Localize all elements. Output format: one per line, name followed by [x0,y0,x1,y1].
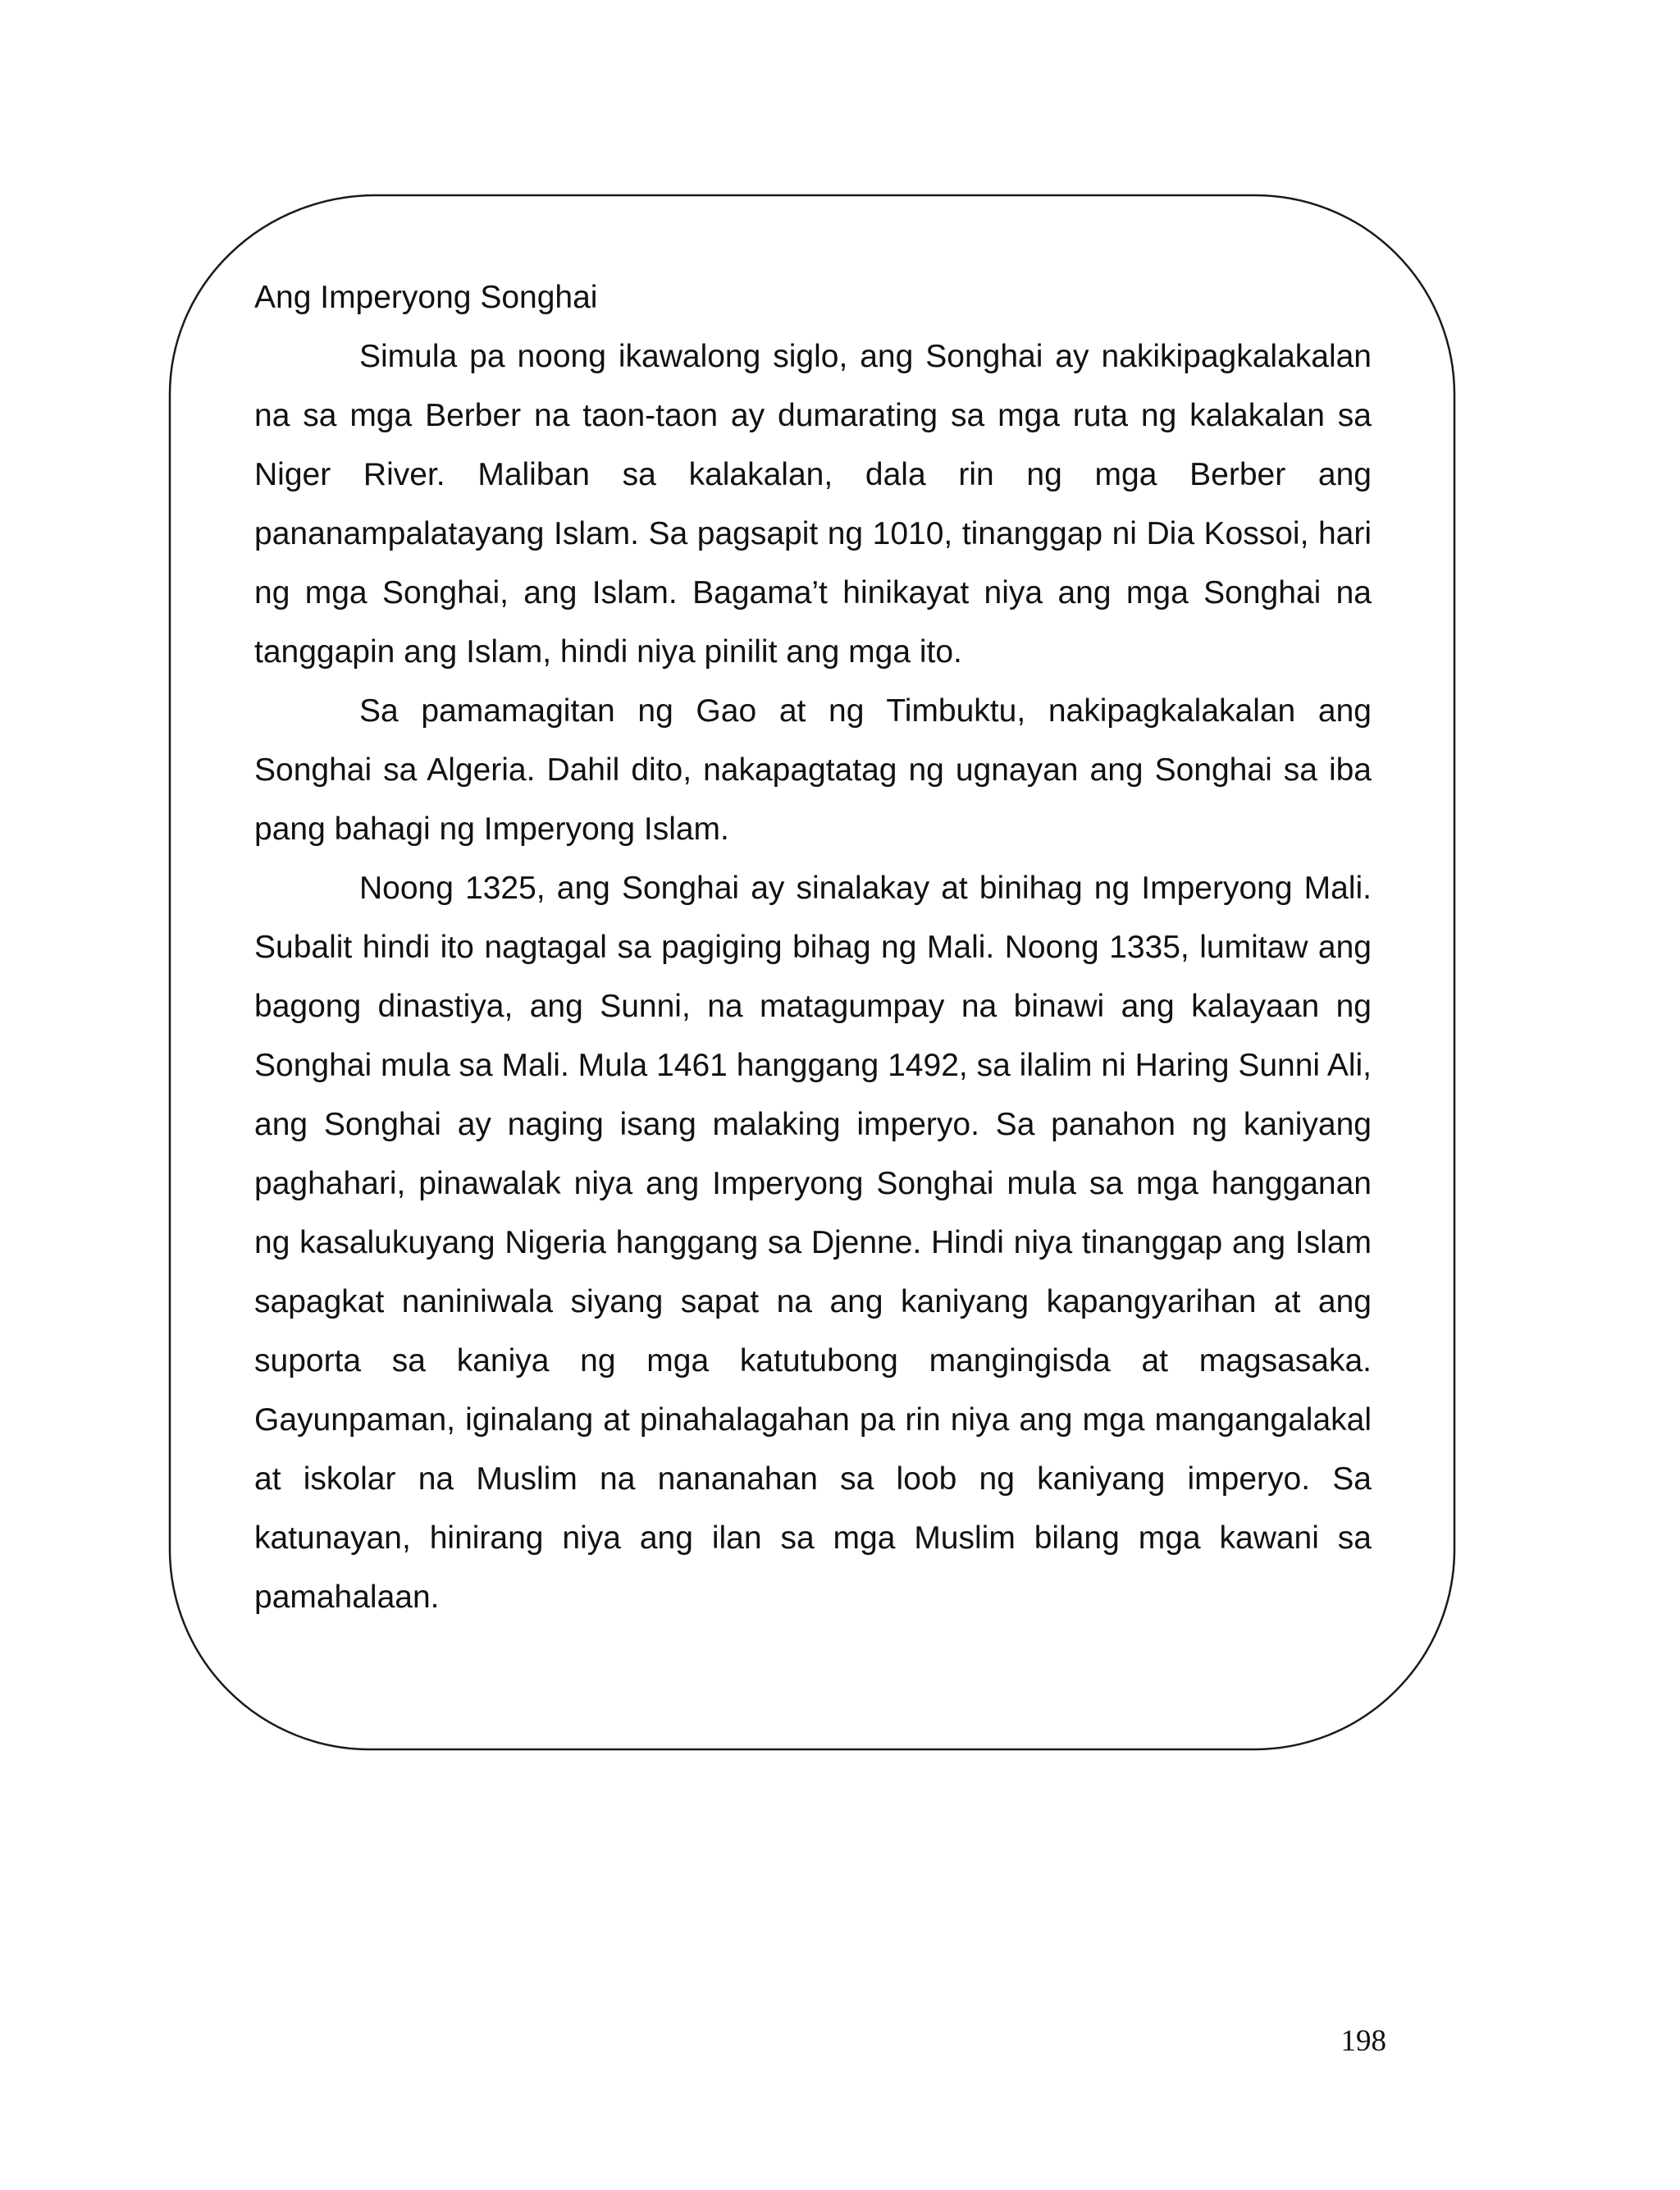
paragraph-2: Sa pamamagitan ng Gao at ng Timbuktu, nakipagkalakalan ang Songhai sa Algeria. Dahil dito, nakapagtatag ng ugnayan ang Songhai sa iba pang bahagi ng Imperyong Islam. [254,693,1372,847]
paragraph-3: Noong 1325, ang Songhai ay sinalakay at binihag ng Imperyong Mali. Subalit hindi ito nagtagal sa pagiging bihag ng Mali. Noong 1335, lumitaw ang bagong dinastiya, ang Sunni, na matagumpay na binawi ang kalayaan ng Songhai mula sa Mali. Mula 1461 hanggang 1492, sa ilalim ni Haring Sunni Ali, ang Songhai ay naging isang malaking imperyo. Sa panahon ng kaniyang paghahari, pinawalak niya ang Imperyong Songhai mula sa mga hangganan ng kasalukuyang Nigeria hanggang sa Djenne. Hindi niya tinanggap ang Islam sapagkat naniniwala siyang sapat na ang kaniyang kapangyarihan at ang suporta sa kaniya ng mga katutubong mangingisda at magsasaka. Gayunpaman, iginalang at pinahalagahan pa rin niya ang mga mangangalakal at iskolar na Muslim na nananahan sa loob ng kaniyang imperyo. Sa katunayan, hinirang niya ang ilan sa mga Muslim bilang mga kawani sa pamahalaan. [254,871,1372,1615]
section-title: Ang Imperyong Songhai [254,280,598,315]
text-block [254,268,1372,1627]
paragraph-1: Simula pa noong ikawalong siglo, ang Songhai ay nakikipagkalakalan na sa mga Berber na taon-taon ay dumarating sa mga ruta ng kalakalan sa Niger River. Maliban sa kalakalan, dala rin ng mga Berber ang pananampalatayang Islam. Sa pagsapit ng 1010, tinanggap ni Dia Kossoi, hari ng mga Songhai, ang Islam. Bagama’t hinikayat niya ang mga Songhai na tanggapin ang Islam, hindi niya pinilit ang mga ito. [254,339,1372,670]
page-number: 198 [1340,2024,1386,2058]
